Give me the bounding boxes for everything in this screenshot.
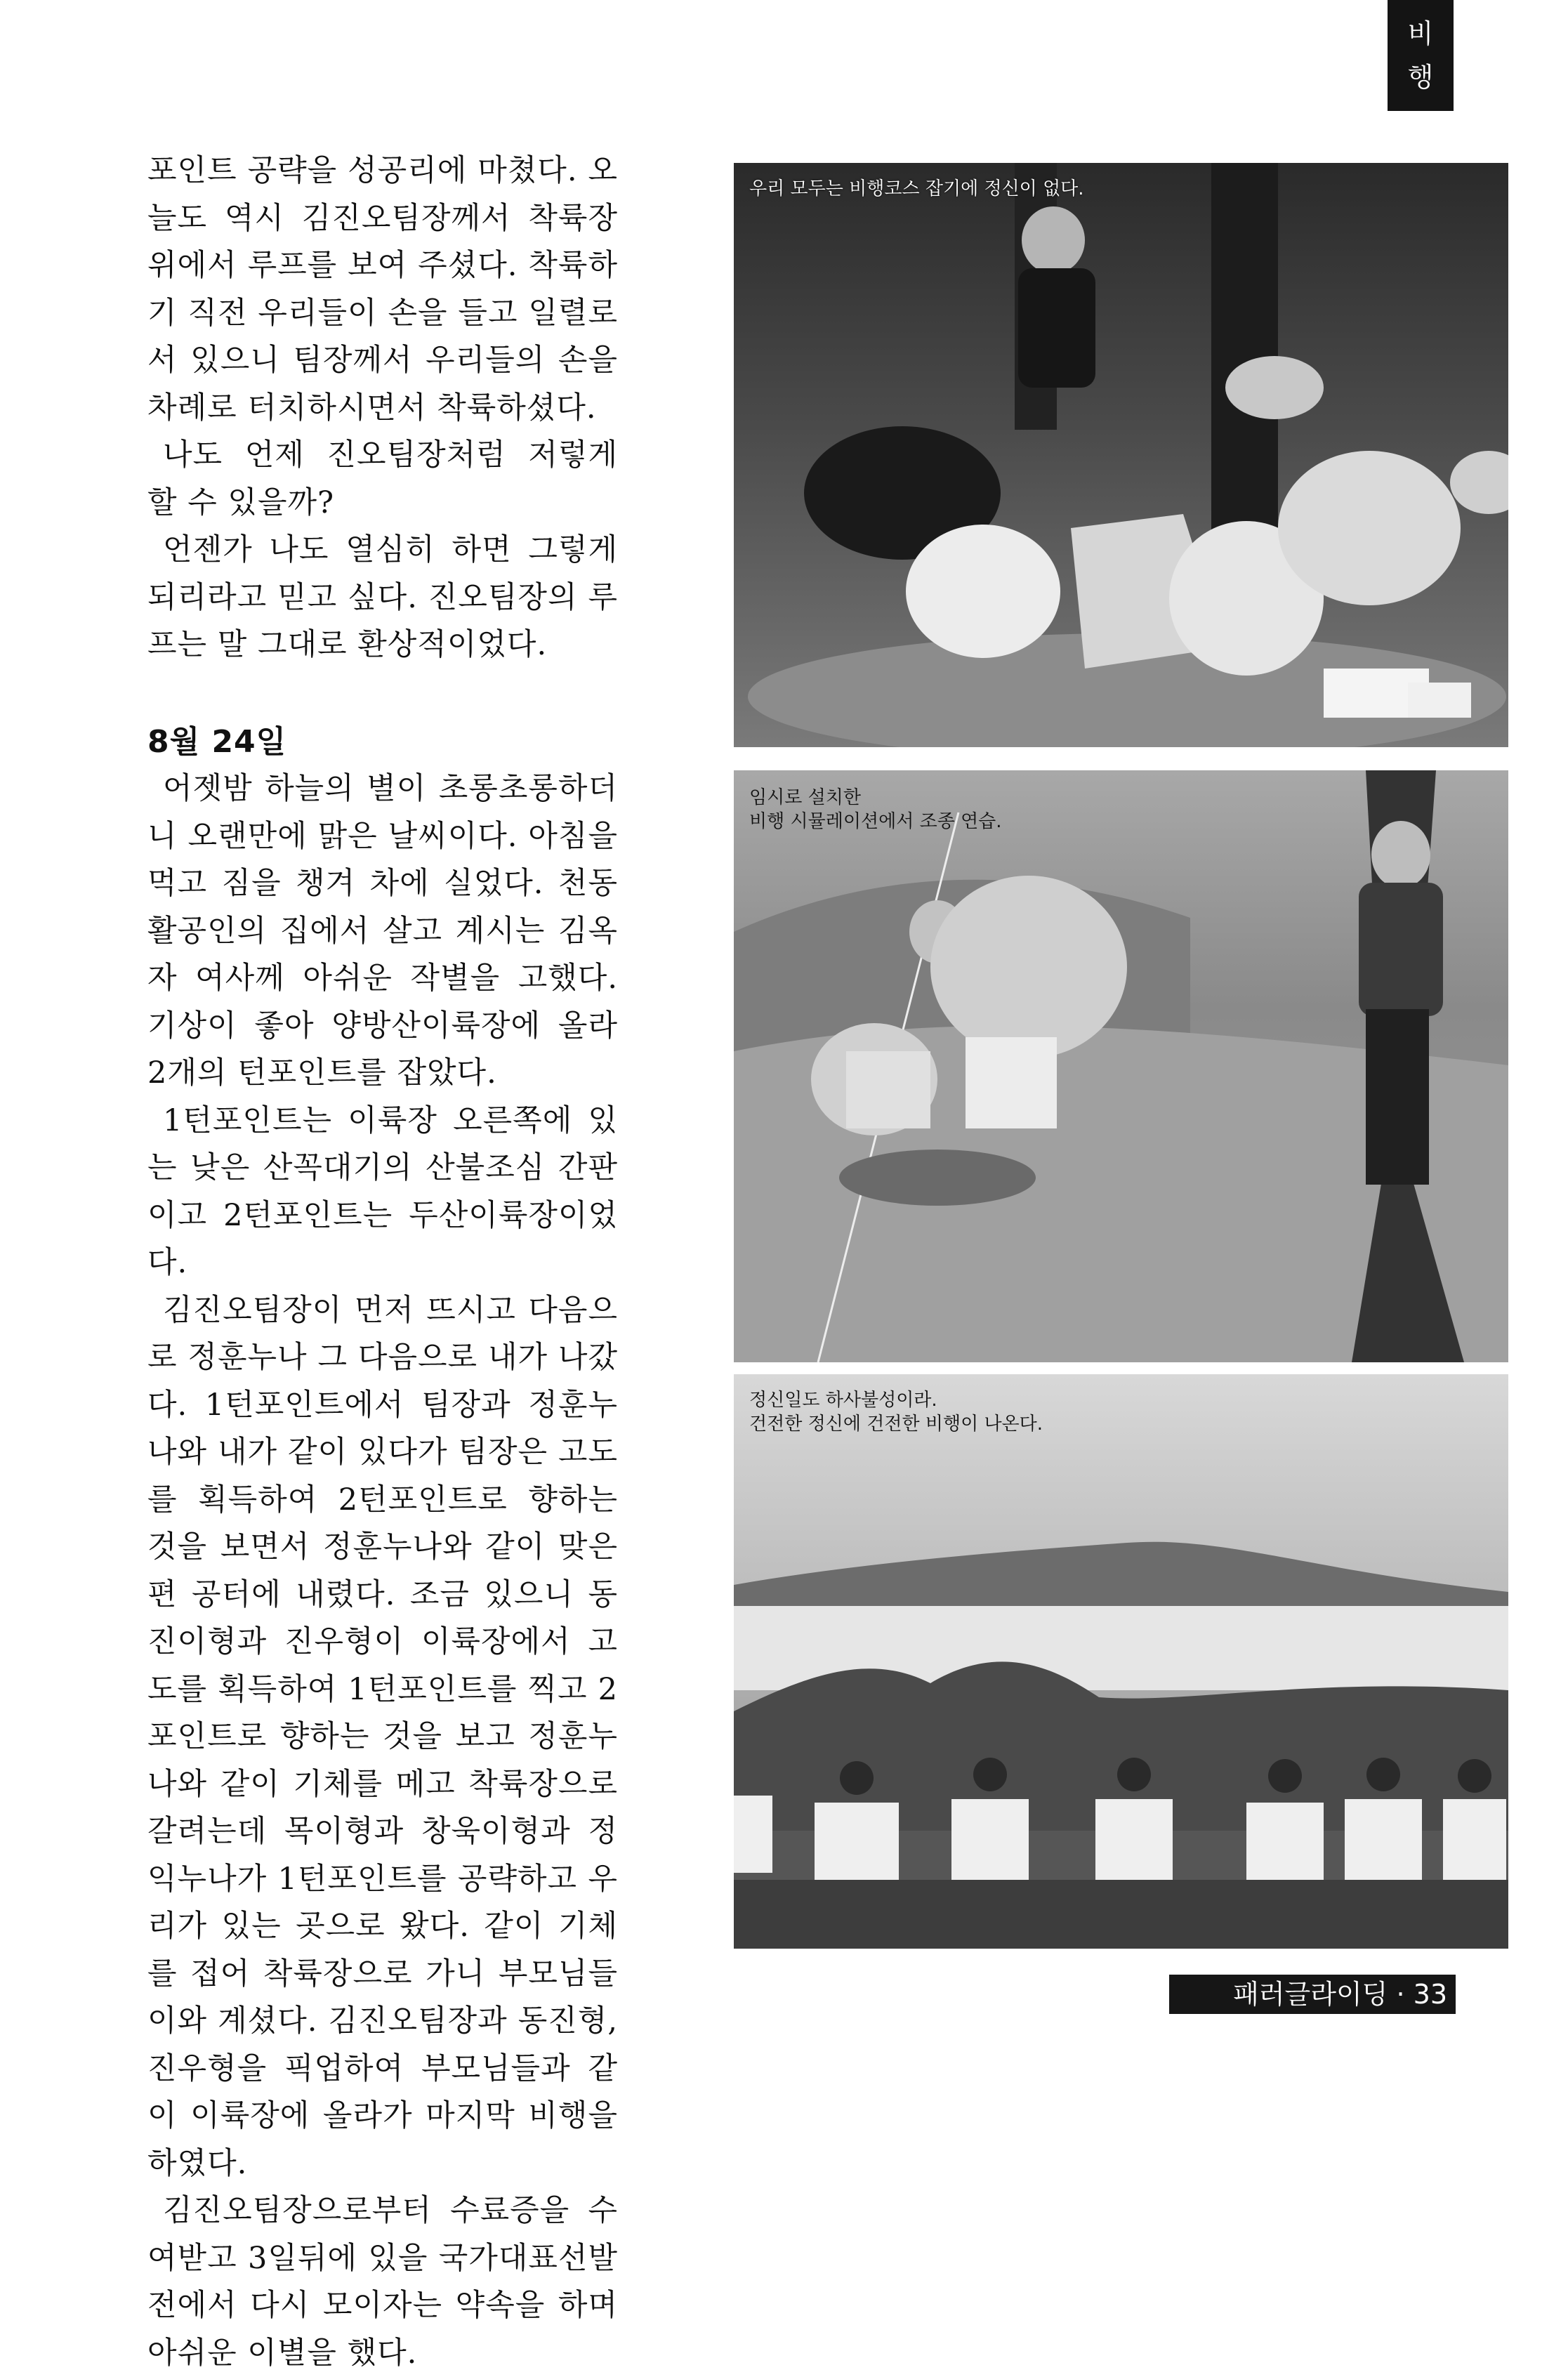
article-text-column: [147, 147, 618, 2377]
section-tab: [1388, 0, 1454, 111]
page-footer: [1169, 1975, 1456, 2014]
magazine-name: 패러글라이딩: [1233, 1979, 1388, 2010]
article-paragraph: 1턴포인트는 이륙장 오른쪽에 있는 낮은 산꼭대기의 산불조심 간판이고 2턴포인트는 두산이륙장이었다.: [147, 1102, 618, 1280]
photo-team-clouds: [734, 1374, 1508, 1949]
article-paragraph: 김진오팀장이 먼저 뜨시고 다음으로 정훈누나 그 다음으로 내가 나갔다. 1턴포인트에서 팀장과 정훈누나와 내가 같이 있다가 팀장은 고도를 획득하여 2턴포인트로 향하는 것을 보면서 정훈누나와 같이 맞은편 공터에 내렸다. 조금 있으니 동진이형과 진우형이 이륙장에서 고도를 획득하여 1턴포인트를 찍고 2포인트로 향하는 것을 보고 정훈누나와 같이 기체를 메고 착륙장으로 갈려는데 목이형과 창욱이형과 정익누나가 1턴포인트를 공략하고 우리가 있는 곳으로 왔다. 같이 기체를 접어 착륙장으로 가니 부모님들이와 계셨다. 김진오팀장과 동진형, 진우형을 픽업하여 부모님들과 같이 이륙장에 올라가 마지막 비행을 하였다.: [147, 1292, 618, 2181]
footer-separator: ·: [1396, 1979, 1405, 2010]
caption-line: 정신일도 하사불성이라.: [749, 1390, 937, 1411]
page-number: 33: [1413, 1979, 1447, 2010]
article-paragraph: 포인트 공략을 성공리에 마쳤다. 오늘도 역시 김진오팀장께서 착륙장 위에서 루프를 보여 주셨다. 착륙하기 직전 우리들이 손을 들고 일렬로 서 있으니 팀장께서 우리들의 손을 차례로 터치하시면서 착륙하셨다.: [147, 153, 618, 426]
date-heading: 8월 24일: [147, 723, 287, 760]
section-tab-char-2: 행: [1407, 62, 1434, 93]
photo-course-planning: [734, 163, 1508, 747]
caption-line: 비행 시뮬레이션에서 조종 연습.: [749, 811, 1002, 832]
article-paragraph: 나도 언제 진오팀장처럼 저렇게 할 수 있을까?: [147, 437, 618, 520]
caption-line: 임시로 설치한: [749, 787, 861, 808]
photo-team-clouds-image: [734, 1374, 1508, 1949]
article-paragraph: 어젯밤 하늘의 별이 초롱초롱하더니 오랜만에 맑은 날씨이다. 아침을 먹고 짐을 챙겨 차에 실었다. 천동 활공인의 집에서 살고 계시는 김옥자 여사께 아쉬운 작별을 고했다. 기상이 좋아 양방산이륙장에 올라 2개의 턴포인트를 잡았다.: [147, 771, 618, 1091]
section-tab-char-1: 비: [1407, 18, 1434, 49]
article-paragraph: 김진오팀장으로부터 수료증을 수여받고 3일뒤에 있을 국가대표선발전에서 다시 모이자는 약속을 하며 아쉬운 이별을 했다.: [147, 2193, 618, 2371]
photo-simulation-practice-image: [734, 770, 1508, 1362]
caption-line: 우리 모두는 비행코스 잡기에 정신이 없다.: [749, 178, 1084, 199]
photo-simulation-practice: [734, 770, 1508, 1362]
photo-caption: [749, 1388, 1043, 1436]
caption-line: 건전한 정신에 건전한 비행이 나온다.: [749, 1414, 1043, 1435]
photo-caption: [749, 177, 1084, 201]
photo-course-planning-image: [734, 163, 1508, 747]
photo-caption: [749, 786, 1002, 834]
article-paragraph: 언젠가 나도 열심히 하면 그렇게 되리라고 믿고 싶다. 진오팀장의 루프는 말 그대로 환상적이었다.: [147, 532, 618, 662]
